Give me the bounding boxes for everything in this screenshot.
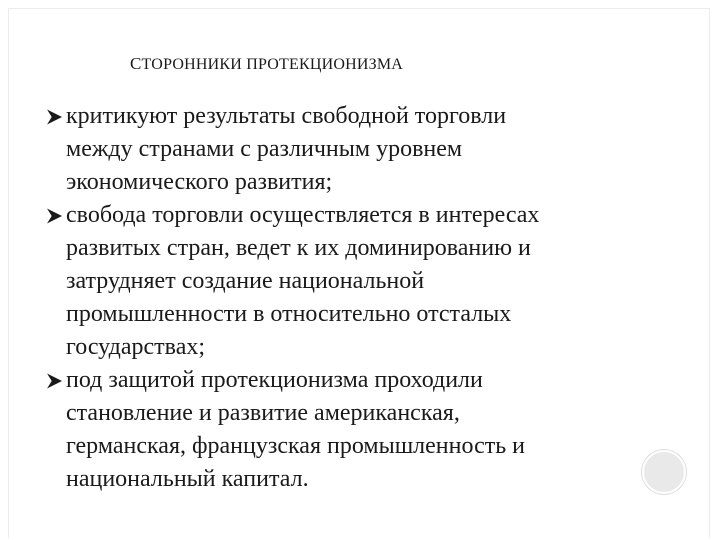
- bullet-line: свобода торговли осуществляется в интересах: [66, 202, 540, 228]
- bullet-line: государствах;: [66, 334, 206, 360]
- bullet-line: экономического развития;: [66, 169, 333, 195]
- bullet-line: под защитой протекционизма проходили: [66, 367, 483, 393]
- slide-title-rest: ТОРОННИКИ ПРОТЕКЦИОНИЗМА: [141, 56, 403, 73]
- arrow-bullet-icon: [44, 206, 64, 226]
- slide-circle-decoration: [642, 450, 686, 494]
- bullet-item: [44, 364, 644, 496]
- bullet-line: развитых стран, ведет к их доминированию и: [66, 235, 531, 261]
- bullet-line: становление и развитие американская,: [66, 400, 460, 426]
- bullet-line: критикуют результаты свободной торговли: [66, 103, 507, 129]
- bullet-line: национальный капитал.: [66, 466, 309, 492]
- bullet-line: между странами с различным уровнем: [66, 136, 463, 162]
- bullet-line: германская, французская промышленность и: [66, 433, 526, 459]
- bullet-item: [44, 100, 644, 199]
- slide-title: [130, 54, 403, 74]
- arrow-bullet-icon: [44, 107, 64, 127]
- bullet-item: [44, 199, 644, 364]
- slide-title-initial: С: [130, 54, 142, 73]
- bullet-line: промышленности в относительно отсталых: [66, 301, 512, 327]
- bullet-line: затрудняет создание национальной: [66, 268, 425, 294]
- bullet-list: [44, 100, 644, 496]
- arrow-bullet-icon: [44, 371, 64, 391]
